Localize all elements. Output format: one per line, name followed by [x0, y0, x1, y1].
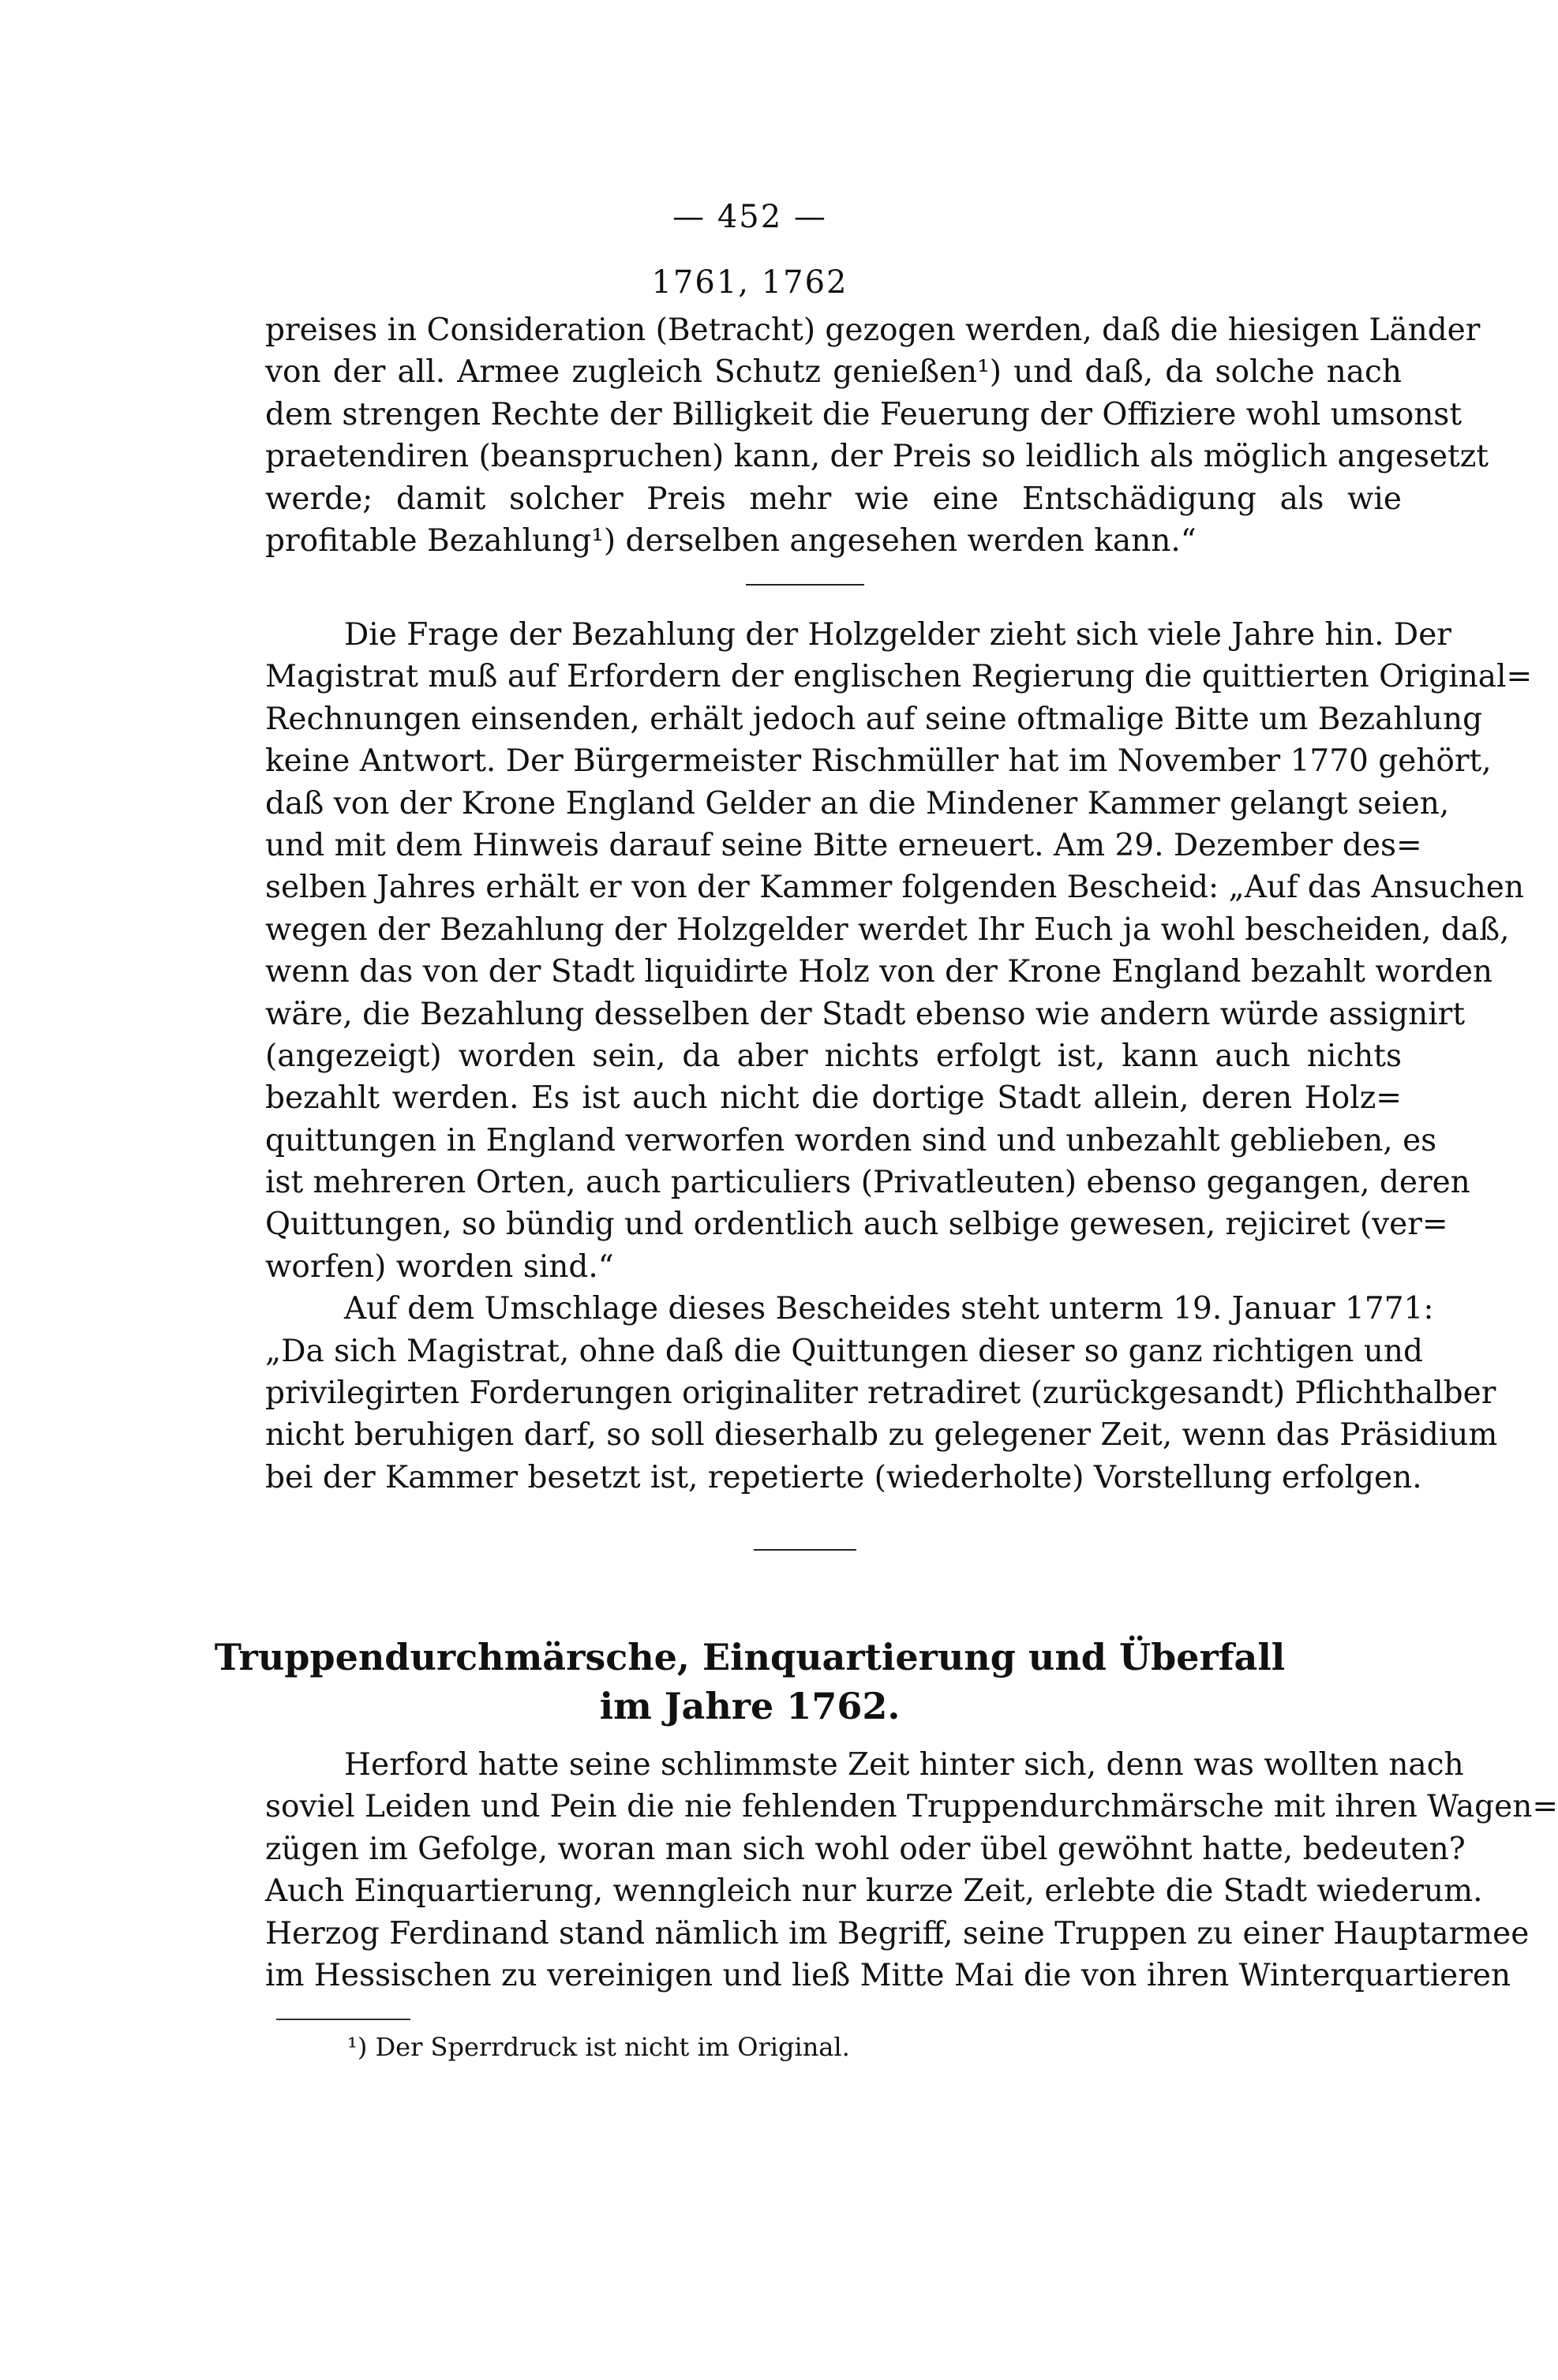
footnote: ¹) Der Sperrdruck ist nicht im Original.: [347, 2032, 850, 2062]
text-line: profitable Bezahlung¹) derselben angesehen werden kann.“: [265, 522, 1197, 559]
text-line: Auch Einquartierung, wenngleich nur kurze Zeit, erlebte die Stadt wiederum.: [265, 1873, 1483, 1910]
text-line: dem strengen Rechte der Billigkeit die Feuerung der Offiziere wohl umsonst: [265, 396, 1462, 432]
text-line: preises in Consideration (Betracht) gezogen werden, daß die hiesigen Länder: [265, 312, 1481, 348]
section-heading-line-2: im Jahre 1762.: [599, 1685, 901, 1727]
text-line: Herzog Ferdinand stand nämlich im Begriff, seine Truppen zu einer Hauptarmee: [265, 1915, 1530, 1952]
text-line: praetendiren (beanspruchen) kann, der Preis so leidlich als möglich angesetzt: [265, 439, 1489, 475]
text-line: (angezeigt) worden sein, da aber nichts erfolgt ist, kann auch nichts: [265, 1038, 1402, 1074]
footnote-divider: [276, 2019, 410, 2020]
text-line: Quittungen, so bündig und ordentlich auch selbige gewesen, rejiciret (ver=: [265, 1207, 1448, 1243]
section-heading-line-1: Truppendurchmärsche, Einquartierung und Überfall: [214, 1636, 1286, 1678]
text-line: daß von der Krone England Gelder an die Mindener Kammer gelangt seien,: [265, 785, 1450, 821]
section-divider: [746, 584, 864, 586]
text-line: privilegirten Forderungen originaliter retradiret (zurückgesandt) Pflichthalber: [265, 1375, 1496, 1412]
text-line: Magistrat muß auf Erfordern der englischen Regierung die quittierten Original=: [265, 659, 1533, 695]
text-line: Herford hatte seine schlimmste Zeit hinter sich, denn was wollten nach: [344, 1747, 1464, 1783]
text-line: quittungen in England verworfen worden sind und unbezahlt geblieben, es: [265, 1122, 1437, 1158]
running-header-years: 1761, 1762: [651, 264, 848, 301]
text-line: keine Antwort. Der Bürgermeister Rischmüller hat im November 1770 gehört,: [265, 743, 1492, 780]
paragraph-2: [265, 614, 1533, 1499]
section-divider: [754, 1549, 856, 1551]
text-line: wäre, die Bezahlung desselben der Stadt ebenso wie andern würde assignirt: [265, 996, 1465, 1032]
text-line: Die Frage der Bezahlung der Holzgelder zieht sich viele Jahre hin. Der: [344, 617, 1451, 653]
page-number: — 452 —: [672, 199, 827, 235]
text-line: zügen im Gefolge, woran man sich wohl oder übel gewöhnt hatte, bedeuten?: [265, 1831, 1466, 1867]
text-line: nicht beruhigen darf, so soll dieserhalb zu gelegener Zeit, wenn das Präsidium: [265, 1417, 1498, 1454]
paragraph-1: [265, 309, 1489, 562]
text-line: bei der Kammer besetzt ist, repetierte (wiederholte) Vorstellung erfolgen.: [265, 1459, 1422, 1495]
text-line: worfen) worden sind.“: [265, 1248, 614, 1285]
text-line: und mit dem Hinweis darauf seine Bitte erneuert. Am 29. Dezember des=: [265, 827, 1422, 863]
text-line: Rechnungen einsenden, erhält jedoch auf seine oftmalige Bitte um Bezahlung: [265, 701, 1483, 737]
text-line: bezahlt werden. Es ist auch nicht die dortige Stadt allein, deren Holz=: [265, 1080, 1402, 1117]
text-line: im Hessischen zu vereinigen und ließ Mitte Mai die von ihren Winterquartieren: [265, 1957, 1511, 1993]
text-line: ist mehreren Orten, auch particuliers (Privatleuten) ebenso gegangen, deren: [265, 1165, 1470, 1201]
text-line: selben Jahres erhält er von der Kammer folgenden Bescheid: „Auf das Ansuchen: [265, 870, 1525, 906]
text-line: Auf dem Umschlage dieses Bescheides steht unterm 19. Januar 1771:: [344, 1291, 1434, 1327]
text-line: wenn das von der Stadt liquidirte Holz von der Krone England bezahlt worden: [265, 954, 1493, 990]
text-line: wegen der Bezahlung der Holzgelder werdet Ihr Euch ja wohl bescheiden, daß,: [265, 911, 1510, 948]
paragraph-4: [265, 1744, 1558, 1996]
text-line: soviel Leiden und Pein die nie fehlenden Truppendurchmärsche mit ihren Wagen=: [265, 1789, 1558, 1825]
text-line: werde; damit solcher Preis mehr wie eine Entschädigung als wie: [265, 481, 1402, 517]
text-line: „Da sich Magistrat, ohne daß die Quittungen dieser so ganz richtigen und: [265, 1333, 1423, 1369]
text-line: von der all. Armee zugleich Schutz genießen¹) und daß, da solche nach: [265, 354, 1402, 391]
